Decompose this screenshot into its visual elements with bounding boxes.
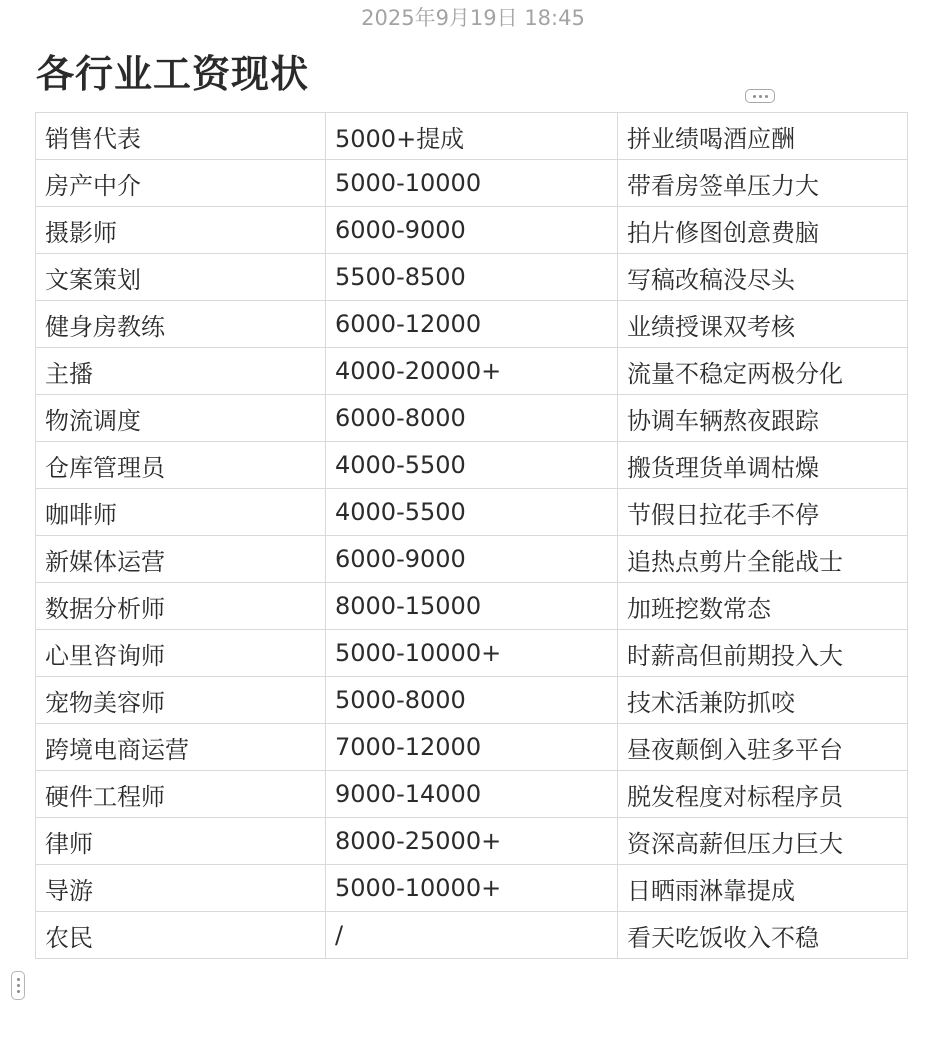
dot-icon: [17, 990, 20, 993]
job-cell[interactable]: 销售代表: [36, 113, 326, 160]
note-timestamp: 2025年9月19日 18:45: [361, 6, 585, 30]
table-row[interactable]: [36, 630, 908, 677]
job-cell[interactable]: 仓库管理员: [36, 442, 326, 489]
note-cell[interactable]: 搬货理货单调枯燥: [618, 442, 908, 489]
job-cell[interactable]: 导游: [36, 865, 326, 912]
salary-cell[interactable]: 6000-8000: [326, 395, 618, 442]
salary-cell[interactable]: 8000-25000+: [326, 818, 618, 865]
table-row[interactable]: [36, 583, 908, 630]
note-cell[interactable]: 拼业绩喝酒应酬: [618, 113, 908, 160]
job-cell[interactable]: 咖啡师: [36, 489, 326, 536]
salary-cell[interactable]: 5000+提成: [326, 113, 618, 160]
job-cell[interactable]: 硬件工程师: [36, 771, 326, 818]
note-cell[interactable]: 昼夜颠倒入驻多平台: [618, 724, 908, 771]
note-cell[interactable]: 协调车辆熬夜跟踪: [618, 395, 908, 442]
note-cell[interactable]: 看天吃饭收入不稳: [618, 912, 908, 959]
table-row[interactable]: [36, 442, 908, 489]
table-row[interactable]: [36, 771, 908, 818]
table-row[interactable]: [36, 348, 908, 395]
note-cell[interactable]: 带看房签单压力大: [618, 160, 908, 207]
table-row[interactable]: [36, 160, 908, 207]
note-cell[interactable]: 资深高薪但压力巨大: [618, 818, 908, 865]
dot-icon: [17, 984, 20, 987]
table-row[interactable]: [36, 677, 908, 724]
note-cell[interactable]: 时薪高但前期投入大: [618, 630, 908, 677]
table-row[interactable]: [36, 301, 908, 348]
job-cell[interactable]: 文案策划: [36, 254, 326, 301]
salary-cell[interactable]: 5000-10000: [326, 160, 618, 207]
table-row[interactable]: [36, 489, 908, 536]
note-cell[interactable]: 追热点剪片全能战士: [618, 536, 908, 583]
note-cell[interactable]: 写稿改稿没尽头: [618, 254, 908, 301]
job-cell[interactable]: 摄影师: [36, 207, 326, 254]
salary-cell[interactable]: /: [326, 912, 618, 959]
salary-cell[interactable]: 5000-10000+: [326, 865, 618, 912]
salary-cell[interactable]: 5500-8500: [326, 254, 618, 301]
salary-cell[interactable]: 5000-10000+: [326, 630, 618, 677]
table-row[interactable]: [36, 912, 908, 959]
job-cell[interactable]: 农民: [36, 912, 326, 959]
salary-cell[interactable]: 6000-9000: [326, 207, 618, 254]
job-cell[interactable]: 数据分析师: [36, 583, 326, 630]
note-cell[interactable]: 技术活兼防抓咬: [618, 677, 908, 724]
table-row[interactable]: [36, 207, 908, 254]
drag-handle-icon[interactable]: [11, 971, 25, 1000]
job-cell[interactable]: 物流调度: [36, 395, 326, 442]
salary-cell[interactable]: 6000-12000: [326, 301, 618, 348]
job-cell[interactable]: 房产中介: [36, 160, 326, 207]
table-row[interactable]: [36, 113, 908, 160]
table-row[interactable]: [36, 254, 908, 301]
job-cell[interactable]: 宠物美容师: [36, 677, 326, 724]
note-cell[interactable]: 脱发程度对标程序员: [618, 771, 908, 818]
salary-cell[interactable]: 4000-20000+: [326, 348, 618, 395]
note-cell[interactable]: 节假日拉花手不停: [618, 489, 908, 536]
salary-table[interactable]: [35, 112, 908, 959]
more-options-icon[interactable]: [745, 89, 775, 103]
note-cell[interactable]: 日晒雨淋靠提成: [618, 865, 908, 912]
note-cell[interactable]: 业绩授课双考核: [618, 301, 908, 348]
job-cell[interactable]: 新媒体运营: [36, 536, 326, 583]
note-title[interactable]: 各行业工资现状: [36, 52, 310, 96]
table-row[interactable]: [36, 818, 908, 865]
table-row[interactable]: [36, 536, 908, 583]
table-row[interactable]: [36, 865, 908, 912]
salary-cell[interactable]: 4000-5500: [326, 442, 618, 489]
dot-icon: [753, 95, 756, 98]
note-cell[interactable]: 流量不稳定两极分化: [618, 348, 908, 395]
job-cell[interactable]: 健身房教练: [36, 301, 326, 348]
dot-icon: [759, 95, 762, 98]
job-cell[interactable]: 跨境电商运营: [36, 724, 326, 771]
salary-cell[interactable]: 4000-5500: [326, 489, 618, 536]
salary-cell[interactable]: 8000-15000: [326, 583, 618, 630]
table-row[interactable]: [36, 395, 908, 442]
dot-icon: [17, 978, 20, 981]
salary-cell[interactable]: 9000-14000: [326, 771, 618, 818]
note-cell[interactable]: 拍片修图创意费脑: [618, 207, 908, 254]
job-cell[interactable]: 律师: [36, 818, 326, 865]
note-cell[interactable]: 加班挖数常态: [618, 583, 908, 630]
table-row[interactable]: [36, 724, 908, 771]
job-cell[interactable]: 心里咨询师: [36, 630, 326, 677]
salary-cell[interactable]: 5000-8000: [326, 677, 618, 724]
dot-icon: [765, 95, 768, 98]
job-cell[interactable]: 主播: [36, 348, 326, 395]
salary-cell[interactable]: 7000-12000: [326, 724, 618, 771]
salary-cell[interactable]: 6000-9000: [326, 536, 618, 583]
